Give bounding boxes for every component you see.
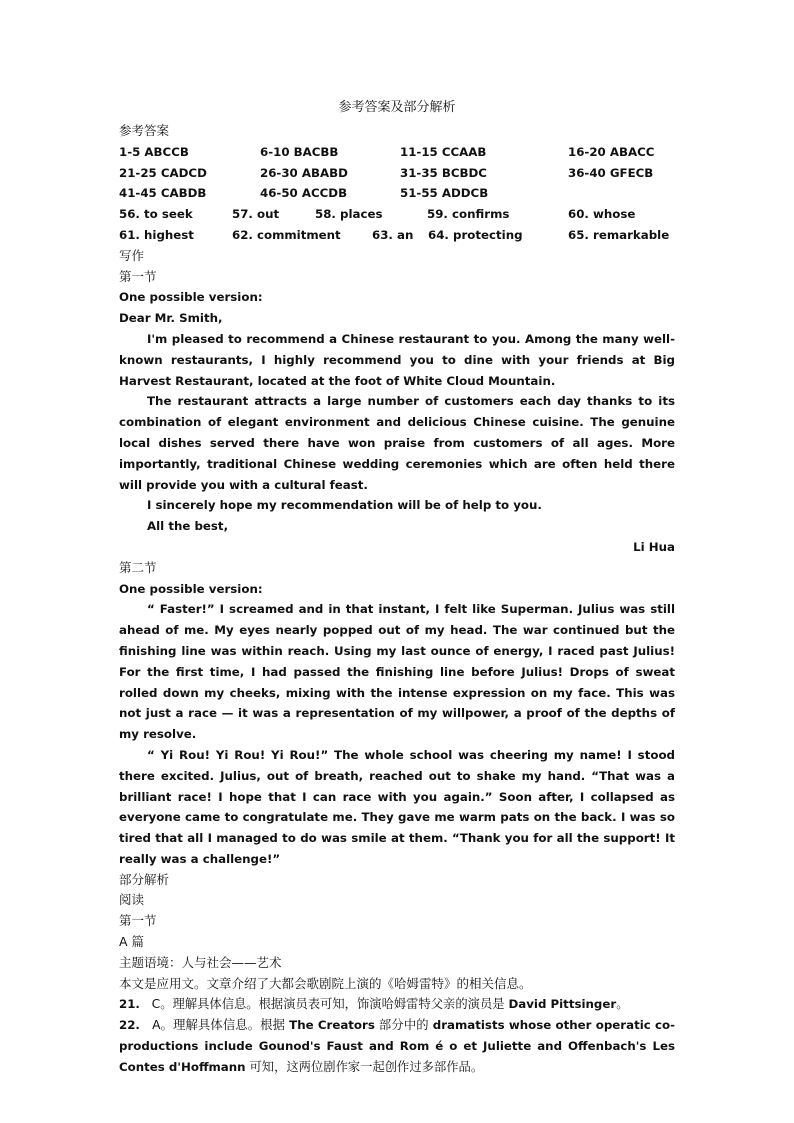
explanation-text: 可知，这两位剧作家一起创作过多部作品。 <box>245 1059 484 1074</box>
fill-cell: 59. confirms <box>427 207 510 222</box>
analysis-heading: 部分解析 <box>119 871 170 887</box>
writing-heading: 写作 <box>119 247 145 263</box>
answer-cell: 51-55 ADDCB <box>400 186 489 201</box>
question-number: 22. <box>119 1018 140 1033</box>
section-heading: 第一节 <box>119 268 157 284</box>
fill-cell: 63. an <box>372 227 414 242</box>
question-number: 21. <box>119 997 140 1012</box>
quoted-answer: David Pittsinger <box>508 997 617 1012</box>
summary-line: 本文是应用文。文章介绍了大都会歌剧院上演的《哈姆雷特》的相关信息。 <box>119 975 532 991</box>
fill-cell: 58. places <box>315 207 383 222</box>
letter-paragraph: I sincerely hope my recommendation will be of help to you. <box>147 498 542 513</box>
fill-cell: 56. to seek <box>119 207 193 222</box>
letter-greeting: Dear Mr. Smith, <box>119 311 223 326</box>
section-heading: 第二节 <box>119 559 157 575</box>
answer-row <box>119 142 675 163</box>
question-explanation <box>119 994 675 1015</box>
fill-cell: 60. whose <box>568 207 636 222</box>
page-title: 参考答案及部分解析 <box>338 100 456 115</box>
letter-signature: Li Hua <box>633 539 675 554</box>
quoted-source: The Creators <box>289 1018 375 1033</box>
answer-cell: 16-20 ABACC <box>568 144 655 159</box>
passage-label: A 篇 <box>119 934 145 950</box>
fill-cell: 57. out <box>232 207 280 222</box>
section-heading: 第一节 <box>119 913 157 929</box>
explanation-text: 部分中的 <box>374 1018 433 1033</box>
fill-row <box>119 225 675 246</box>
version-label: One possible version: <box>119 581 263 596</box>
fill-cell: 61. highest <box>119 227 194 242</box>
explanation-text: 。 <box>616 997 629 1012</box>
explanation-text: A。理解具体信息。根据 <box>152 1018 290 1033</box>
answer-cell: 26-30 ABABD <box>260 165 348 180</box>
letter-closing: All the best, <box>147 519 229 534</box>
answer-cell: 31-35 BCBDC <box>400 165 487 180</box>
explanation-text: C。理解具体信息。根据演员表可知，饰演哈姆雷特父亲的演员是 <box>151 997 509 1012</box>
answer-cell: 6-10 BACBB <box>260 144 339 159</box>
letter-paragraph: I'm pleased to recommend a Chinese restaurant to you. Among the many well-known restaurants, I highly recommend you to dine with your friends at Big Harvest Restaurant, located at the foot of White Cloud Mountain. <box>119 331 675 388</box>
fill-cell: 65. remarkable <box>568 227 670 242</box>
reading-heading: 阅读 <box>119 892 145 908</box>
quoted-source: dramatists whose other operatic co-productions include Gounod's Faust and Rom é o et Juliette and Offenbach's Les Contes d'Hoffmann <box>119 1018 676 1074</box>
answers-heading: 参考答案 <box>119 123 170 138</box>
letter-paragraph: The restaurant attracts a large number of customers each day thanks to its combination of elegant environment and delicious Chinese cuisine. The genuine local dishes served there have won praise from customers of all ages. More importantly, traditional Chinese wedding ceremonies which are often held there will provide you with a cultural feast. <box>119 394 675 492</box>
theme-line: 主题语境：人与社会——艺术 <box>119 954 282 970</box>
fill-row <box>119 204 675 225</box>
answer-cell: 11-15 CCAAB <box>400 144 487 159</box>
answer-cell: 21-25 CADCD <box>119 165 207 180</box>
answer-sheet-page <box>119 96 675 1078</box>
answer-cell: 41-45 CABDB <box>119 186 207 201</box>
answer-row <box>119 183 675 204</box>
story-paragraph: “ Yi Rou! Yi Rou! Yi Rou!” The whole school was cheering my name! I stood there excited. Julius, out of breath, reached out to shake my hand. “That was a brilliant race! I hope that I can race with you again.” Soon after, I collapsed as everyone came to congratulate me. They gave me warm pats on the back. I was so tired that all I managed to do was smile at them. “Thank you for all the support! It really was a challenge!” <box>119 747 675 866</box>
fill-cell: 64. protecting <box>428 227 523 242</box>
answer-cell: 46-50 ACCDB <box>260 186 348 201</box>
version-label: One possible version: <box>119 290 263 305</box>
story-paragraph: “ Faster!” I screamed and in that instant, I felt like Superman. Julius was still ahead of me. My eyes nearly popped out of my head. The war continued but the finishing line was within reach. Using my last ounce of energy, I raced past Julius! For the first time, I had passed the finishing line before Julius! Drops of sweat rolled down my cheeks, mixing with the intense expression on my face. This was not just a race — it was a representation of my willpower, a proof of the depths of my resolve. <box>119 602 675 742</box>
answer-cell: 1-5 ABCCB <box>119 144 189 159</box>
question-explanation <box>119 1015 675 1077</box>
answer-row <box>119 163 675 184</box>
fill-cell: 62. commitment <box>232 227 341 242</box>
answer-cell: 36-40 GFECB <box>568 165 654 180</box>
